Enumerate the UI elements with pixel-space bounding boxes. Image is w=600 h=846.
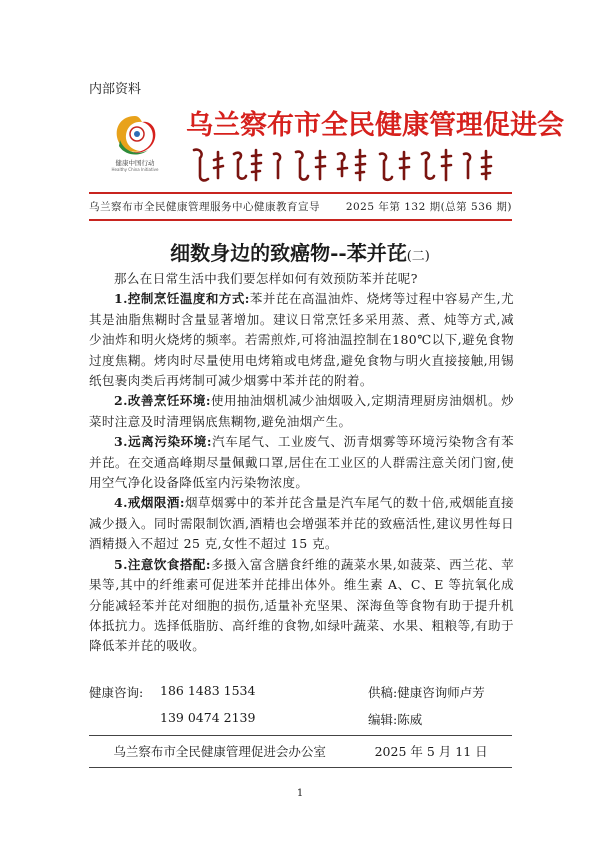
logo-subcaption: Healthy China Initiative <box>111 167 159 172</box>
article-point <box>89 391 514 432</box>
footer-office: 乌兰察布市全民健康管理促进会办公室 <box>113 744 326 759</box>
footer-rule-bottom <box>89 767 512 768</box>
editor-credit: 编辑:陈威 <box>368 712 423 727</box>
author-credit: 供稿:健康咨询师卢芳 <box>368 685 485 700</box>
point-text: 多摄入富含膳食纤维的蔬菜水果,如菠菜、西兰花、苹果等,其中的纤维素可促进苯并芘排出体外。维生素 A、C、E 等抗氧化成分能减轻苯并芘对细胞的损伤,适量补充坚果、深海鱼等食物有助于提升机体抵抗力。选择低脂肪、高纤维的食物,如绿叶蔬菜、水果、粗粮等,有助于降低苯并芘的吸收。 <box>89 556 515 654</box>
point-label: 1.控制烹饪温度和方式: <box>114 291 250 307</box>
point-label: 2.改善烹饪环境: <box>114 393 211 409</box>
contact-label: 健康咨询: <box>89 685 144 700</box>
contact-phone-1: 186 1483 1534 <box>160 683 256 698</box>
article-point <box>89 289 514 391</box>
issue-number: 2025 年第 132 期(总第 536 期) <box>345 201 512 213</box>
article-body <box>89 269 514 657</box>
contact-phone-2: 139 0474 2139 <box>160 710 256 725</box>
article-point <box>89 493 514 554</box>
article-point <box>89 555 514 657</box>
header-rule-top <box>89 192 512 194</box>
point-text: 使用抽油烟机减少油烟吸入,定期清理厨房油烟机。炒菜时注意及时清理锅底焦糊物,避免油烟产生。 <box>89 393 515 429</box>
point-text: 苯并芘在高温油炸、烧烤等过程中容易产生,尤其是油脂焦糊时含量显著增加。建议日常烹饪多采用蒸、煮、炖等方式,减少油炸和明火烧烤的频率。若需煎炸,可将油温控制在180℃以下,避免食物过度焦糊。烤肉时尽量使用电烤箱或电烤盘,避免食物与明火直接接触,用锡纸包裹肉类后再烤制可减少烟雾中苯并芘的附着。 <box>89 291 515 389</box>
mongolian-script-title-graphic <box>190 146 510 184</box>
footer-rule-top <box>89 735 512 736</box>
healthy-china-logo <box>100 110 170 182</box>
logo-emblem-icon <box>100 110 170 160</box>
page-number: 1 <box>296 788 304 799</box>
article-title-suffix: (二) <box>406 249 430 264</box>
footer-date: 2025 年 5 月 11 日 <box>374 744 488 759</box>
article-title <box>0 237 600 266</box>
point-text: 汽车尾气、工业废气、沥青烟雾等环境污染物含有苯并芘。在交通高峰期尽量佩戴口罩,居住在工业区的人群需注意关闭门窗,使用空气净化设备降低室内污染物浓度。 <box>89 434 514 491</box>
internal-label: 内部资料 <box>89 82 142 97</box>
article-point <box>89 432 514 493</box>
article-intro: 那么在日常生活中我们要怎样如何有效预防苯并芘呢? <box>114 271 418 286</box>
point-text: 烟草烟雾中的苯并芘含量是汽车尾气的数十倍,戒烟能直接减少摄入。同时需限制饮酒,酒精也会增强苯并芘的致癌活性,建议男性每日酒精摄入不超过 25 克,女性不超过 15 克。 <box>89 495 515 552</box>
point-label: 5.注意饮食搭配: <box>114 556 211 572</box>
org-title: 乌兰察布市全民健康管理促进会 <box>186 110 564 141</box>
article-title-main: 细数身边的致癌物--苯并芘 <box>170 241 407 265</box>
header-rule-bottom <box>89 219 512 221</box>
point-label: 4.戒烟限酒: <box>114 495 185 511</box>
issue-line <box>89 199 512 214</box>
logo-caption: 健康中国行动 <box>115 159 155 167</box>
footer-row <box>89 742 512 760</box>
point-label: 3.远离污染环境: <box>114 434 212 450</box>
publisher-text: 乌兰察布市全民健康管理服务中心健康教育宣导 <box>89 201 320 213</box>
